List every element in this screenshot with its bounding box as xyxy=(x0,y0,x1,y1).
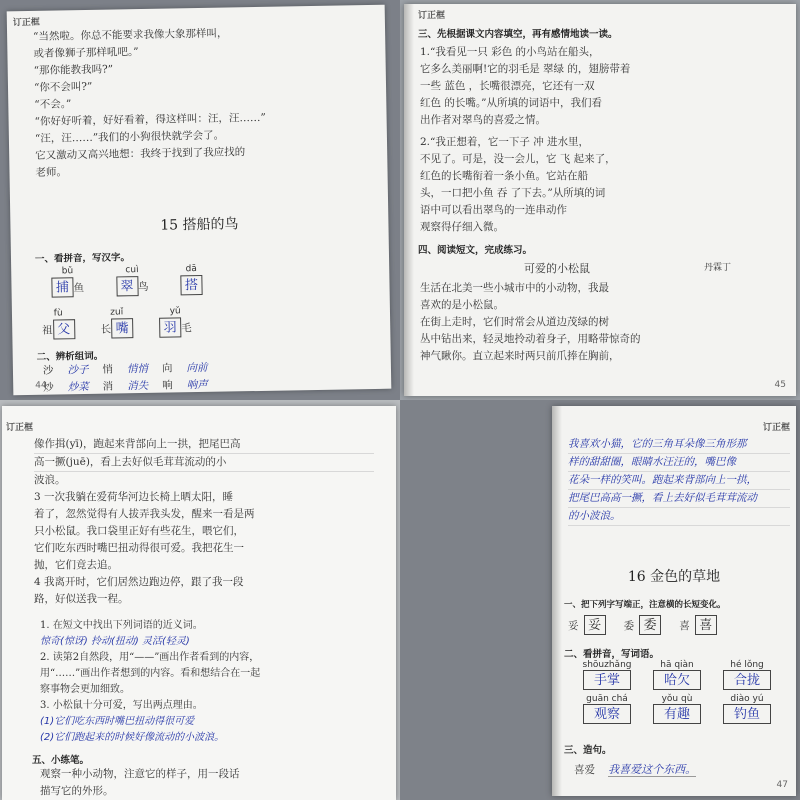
story-line: 它又激动又高兴地想：我终于找到了我应找的 xyxy=(35,146,246,162)
answer-line: 样的甜甜圈，眼睛水汪汪的，嘴巴像 xyxy=(568,454,790,472)
workbook-page-47 xyxy=(552,406,796,796)
pinyin: yǔ xyxy=(169,306,181,317)
answer-line: (1)它们吃东西时嘴巴扭动得很可爱 xyxy=(40,716,195,727)
answer-box: 搭 xyxy=(180,275,202,295)
pinyin: zuǐ xyxy=(110,307,124,318)
answer-line: 的小波浪。 xyxy=(568,508,790,526)
pinyin: dā xyxy=(185,264,197,275)
question-line: 一些 蓝色 ，长嘴很漂亮，它还有一双 xyxy=(420,80,595,92)
base-char: 响 xyxy=(162,379,173,392)
story-line: 3 一次我躺在爱荷华河边长椅上晒太阳，睡 xyxy=(34,491,234,503)
given-char: 祖 xyxy=(42,324,53,337)
story-line: 生活在北美一些小城市中的小动物，我最 xyxy=(420,282,609,294)
section-heading: 三、先根据课文内容填空，再有感情地读一读。 xyxy=(418,29,618,40)
correction-box-label: 订正框 xyxy=(418,11,446,21)
story-line: 抛，它们竟去追。 xyxy=(34,559,118,571)
story-line: 4 我离开时，它们居然边跑边停，跟了我一段 xyxy=(34,576,244,588)
given-char: 长 xyxy=(100,323,112,336)
book-gutter-shadow xyxy=(552,406,562,796)
answer-box: 父 xyxy=(53,319,75,339)
pinyin-row-2 xyxy=(42,303,362,340)
base-char: 消 xyxy=(102,380,114,393)
pinyin: shōuzhǎng xyxy=(582,660,632,670)
story-line: “那你能教我吗?” xyxy=(33,63,114,77)
pinyin: guān chá xyxy=(586,694,628,704)
pinyin: diào yú xyxy=(730,694,764,704)
page-number: 44 xyxy=(35,380,47,391)
story-line: “你不会叫?” xyxy=(33,80,93,94)
sentence-answer: 我喜爱这个东西。 xyxy=(608,763,697,776)
questions xyxy=(40,618,380,746)
answer-word: 沙子 xyxy=(67,363,89,377)
pinyin: bǔ xyxy=(61,266,74,277)
practice-answer xyxy=(568,436,790,526)
answer-box: 手掌 xyxy=(583,670,631,690)
base-char: 悄 xyxy=(102,363,114,376)
question-line: 红色 的长嘴。”从所填的词语中，我们看 xyxy=(420,97,602,109)
writing-cell xyxy=(679,614,717,635)
story-line: 路，好似送我一程。 xyxy=(34,593,129,605)
answer-box: 委 xyxy=(639,615,661,635)
pinyin-word xyxy=(572,694,642,724)
section-heading: 一、把下列字写端正，注意横的长短变化。 xyxy=(564,600,726,610)
story-line: “你好好听着，好好看着，得这样叫：汪，汪……” xyxy=(34,111,266,128)
pinyin-row-1 xyxy=(51,261,351,297)
photo-bottom-left xyxy=(0,400,400,800)
base-char: 沙 xyxy=(42,364,54,377)
story-line: 像作揖(yī)，跑起来背部向上一拱，把尾巴高 xyxy=(34,436,374,454)
answer-word: 炒菜 xyxy=(67,380,89,394)
base-char: 炒 xyxy=(43,381,54,394)
section-heading: 四、阅读短文，完成练习。 xyxy=(418,245,533,256)
question-line: 红色的长嘴衔着一条小鱼。它站在船 xyxy=(420,170,588,182)
section-heading: 五、小练笔。 xyxy=(32,755,90,766)
question-line: 观察得仔细入微。 xyxy=(420,221,504,233)
workbook-page-44 xyxy=(7,5,392,396)
pinyin-cell xyxy=(159,306,192,338)
book-gutter-shadow xyxy=(404,4,414,396)
question-line: 2. 读第2自然段，用“——”画出作者看到的内容， xyxy=(40,652,260,663)
question-line: 1. 在短文中找出下列词语的近义词。 xyxy=(40,620,203,631)
story-line: 它们吃东西时嘴巴扭动得很可爱。我把花生一 xyxy=(34,542,244,554)
answer-line: 花朵一样的笑叫。跑起来背部向上一拱， xyxy=(568,472,790,490)
workbook-page-45 xyxy=(404,4,796,396)
story-line: 或者像狮子那样吼吧。” xyxy=(33,46,139,60)
page-number: 47 xyxy=(776,780,788,790)
section-heading: 二、辨析组词。 xyxy=(36,350,104,363)
pinyin-cell xyxy=(180,264,203,295)
workbook-page-46 xyxy=(2,406,396,800)
pinyin-word xyxy=(642,694,712,724)
story-line: “汪，汪……”我们的小狗很快就学会了。 xyxy=(34,129,225,145)
question-line: 头，一口把小鱼 吞 了下去。”从所填的词 xyxy=(420,187,606,199)
story-text xyxy=(420,280,785,365)
question-line: 用“……”画出作者想到的内容。看和想结合在一起 xyxy=(40,668,261,679)
pinyin: cuì xyxy=(125,265,139,276)
answer-word: 消失 xyxy=(127,379,149,393)
story-line: “不会。” xyxy=(34,98,72,111)
story-line: 高一撅(juē)，看上去好似毛茸茸流动的小 xyxy=(34,454,374,472)
lesson-title: 15 搭船的鸟 xyxy=(160,216,239,234)
answer-box: 嘴 xyxy=(111,318,133,338)
given-char: 毛 xyxy=(181,322,192,335)
word-pairs xyxy=(43,357,364,395)
story-line: 只小松鼠。我口袋里正好有些花生，喂它们， xyxy=(34,525,244,537)
story-line: 在街上走时，它们时常会从道边茂绿的树 xyxy=(420,316,609,328)
answer-box: 喜 xyxy=(695,615,717,635)
pinyin-words xyxy=(572,660,792,724)
pinyin: hā qiàn xyxy=(660,660,694,670)
pinyin-cell xyxy=(42,308,75,340)
given-char: 鸟 xyxy=(137,280,149,294)
answer-box: 妥 xyxy=(584,615,606,635)
pinyin: yǒu qù xyxy=(661,694,693,704)
answer-box: 有趣 xyxy=(653,704,701,724)
section-heading: 一、看拼音，写汉字。 xyxy=(34,252,131,265)
answer-box: 钓鱼 xyxy=(723,704,771,724)
practice-prompt xyxy=(40,766,380,800)
prompt-line: 描写它的外形。 xyxy=(40,785,114,797)
pinyin: hé lǒng xyxy=(730,660,764,670)
story-line: 神气瞅你。直立起来时两只前爪捧在胸前， xyxy=(420,350,620,362)
story-title: 可爱的小松鼠 xyxy=(524,262,590,275)
given-char: 鱼 xyxy=(73,282,85,295)
fill-in-q1 xyxy=(420,44,785,129)
given-char: 委 xyxy=(623,620,635,632)
story-line: 着了，忽然觉得有人拔弄我头发，醒来一看是两 xyxy=(34,508,255,520)
question-line: 出作者对翠鸟的喜爱之情。 xyxy=(420,114,546,126)
pinyin-cell xyxy=(51,266,84,298)
pinyin-cell xyxy=(100,307,133,339)
pinyin-cell xyxy=(116,265,149,297)
sentence-row xyxy=(574,758,790,779)
story-author: 丹霖丁 xyxy=(704,263,732,273)
answer-line: 惊奇(惊讶) 拎动(扭动) 灵活(轻灵) xyxy=(40,636,190,647)
pinyin-word xyxy=(712,660,782,690)
photo-bottom-right xyxy=(400,400,800,800)
question-line: 不见了。可是，没一会儿，它 飞 起来了， xyxy=(420,153,616,165)
story-text xyxy=(33,23,366,182)
question-line: 3. 小松鼠十分可爱，写出两点理由。 xyxy=(40,700,203,711)
correction-box-label: 订正框 xyxy=(12,17,40,29)
question-line: 察事物会更加细致。 xyxy=(40,684,130,695)
section-heading: 三、造句。 xyxy=(564,745,612,756)
correction-box-label: 订正框 xyxy=(762,423,790,433)
page-number: 45 xyxy=(774,380,786,390)
story-line: “当然啦。你总不能要求我像大象那样叫， xyxy=(33,27,228,43)
answer-line: 我喜欢小猫，它的三角耳朵像三角形那 xyxy=(568,436,790,454)
prompt-line: 观察一种小动物，注意它的样子，用一段话 xyxy=(40,768,240,780)
answer-word: 响声 xyxy=(186,378,208,392)
answer-box: 捕 xyxy=(51,277,73,297)
given-char: 喜 xyxy=(679,620,690,632)
question-line: 1.“我看见一只 彩色 的小鸟站在船头， xyxy=(420,46,600,58)
story-line: 喜欢的是小松鼠。 xyxy=(420,299,504,311)
answer-box: 哈欠 xyxy=(653,670,701,690)
answer-box: 翠 xyxy=(116,276,138,296)
story-line: 波浪。 xyxy=(34,474,66,486)
fill-in-q2 xyxy=(420,134,785,236)
story-line: 丛中钻出来，轻灵地拎动着身子，用略带惊奇的 xyxy=(420,333,641,345)
writing-row xyxy=(568,614,717,635)
photo-top-left xyxy=(0,0,400,400)
sentence-word: 喜爱 xyxy=(574,764,595,776)
answer-line: 把尾巴高高一撅，看上去好似毛茸茸流动 xyxy=(568,490,790,508)
answer-line: (2)它们跑起来的时候好像流动的小波浪。 xyxy=(40,732,225,743)
story-line: 老师。 xyxy=(35,166,68,179)
answer-word: 悄悄 xyxy=(126,362,149,376)
answer-box: 观察 xyxy=(583,704,631,724)
base-char: 向 xyxy=(161,362,173,375)
pinyin: fù xyxy=(53,308,63,319)
answer-word: 向前 xyxy=(186,361,208,375)
lesson-title: 16 金色的草地 xyxy=(627,569,721,585)
correction-box-label: 订正框 xyxy=(6,423,34,433)
pinyin-word xyxy=(642,660,712,690)
pinyin-word xyxy=(712,694,782,724)
answer-box: 羽 xyxy=(159,317,181,337)
pinyin-word xyxy=(572,660,642,690)
writing-cell xyxy=(568,614,606,635)
question-line: 2.“我正想着，它一下子 冲 进水里， xyxy=(420,136,590,148)
photo-top-right xyxy=(400,0,800,400)
writing-cell xyxy=(624,614,662,635)
story-text xyxy=(34,436,374,608)
question-line: 它多么美丽啊!它的羽毛是 翠绿 的，翅膀带着 xyxy=(420,63,631,75)
answer-box: 合拢 xyxy=(723,670,771,690)
section-heading: 二、看拼音，写词语。 xyxy=(564,649,660,660)
given-char: 妥 xyxy=(568,620,579,632)
question-line: 语中可以看出翠鸟的一连串动作 xyxy=(420,204,567,216)
